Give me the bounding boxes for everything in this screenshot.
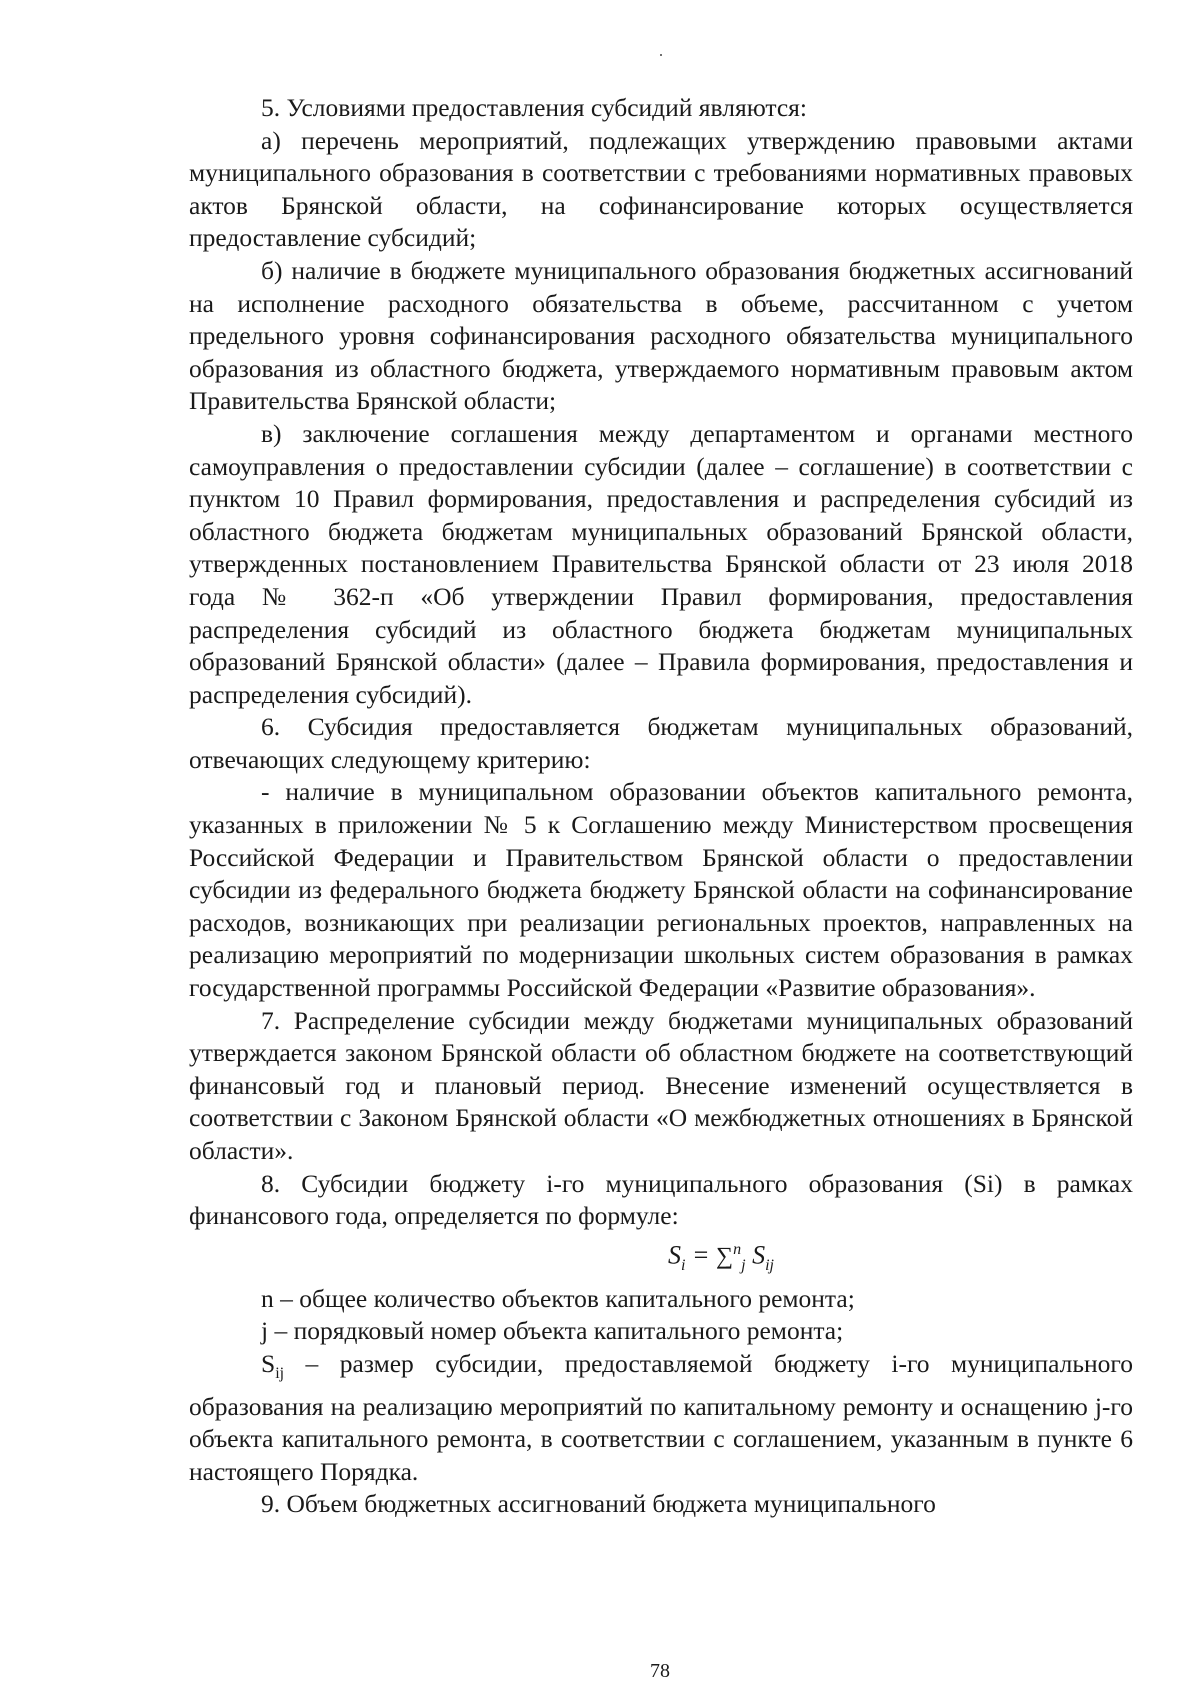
formula-sum: ∑ xyxy=(716,1243,734,1270)
paragraph-7: 7. Распределение субсидии между бюджетами муниципальных образований утверждается законом Брянской области об областном бюджете на соответствующий финансовый год и плановый период. Внесение изменений осуществляется в соответствии с Законом Брянской области «О межбюджетных отношениях в Брянской области». xyxy=(189,1005,1133,1165)
paragraph-6-criterion: - наличие в муниципальном образовании объектов капитального ремонта, указанных в приложении № 5 к Соглашению между Министерством просвещения Российской Федерации и Правительством Брянской области о предоставлении субсидии из федерального бюджета бюджету Брянской области на софинансирование расходов, возникающих при реализации региональных проектов, направленных на реализацию мероприятий по модернизации школьных систем образования в рамках государственной программы Российской Федерации «Развитие образования». xyxy=(189,777,1133,1003)
formula-rhs-sub: ij xyxy=(765,1256,774,1274)
definition-j: j – порядковый номер объекта капитального ремонта; xyxy=(261,1316,844,1346)
scan-speck xyxy=(660,54,662,56)
sij-subscript: ij xyxy=(275,1364,285,1382)
paragraph-8: 8. Субсидии бюджету i-го муниципального образования (Si) в рамках финансового года, определяется по формуле: xyxy=(189,1168,1133,1231)
subsidy-formula xyxy=(189,1233,1133,1283)
formula-rhs: S xyxy=(745,1240,766,1270)
formula-sum-sup: n xyxy=(733,1240,742,1258)
definition-n: n – общее количество объектов капитального ремонта; xyxy=(261,1283,855,1313)
paragraph-5v: в) заключение соглашения между департаментом и органами местного самоуправления о предоставлении субсидии (далее – соглашение) в соответствии с пунктом 10 Правил формирования, предоставления и распределения субсидий из областного бюджета бюджетам муниципальных образований Брянской области, утвержденных постановлением Правительства Брянской области от 23 июля 2018 года № 362-п «Об утверждении Правил формирования, предоставления распределения субсидий из областного бюджета бюджетам муниципальных образований Брянской области» (далее – Правила формирования, предоставления и распределения субсидий). xyxy=(189,418,1133,709)
paragraph-5b: б) наличие в бюджете муниципального образования бюджетных ассигнований на исполнение расходного обязательства в объеме, рассчитанном с учетом предельного уровня софинансирования расходного обязательства муниципального образования из областного бюджета, утверждаемого нормативным правовым актом Правительства Брянской области; xyxy=(189,255,1133,416)
sij-definition-text: – размер субсидии, предоставляемой бюджету i-го муниципального образования на реализацию мероприятий по капитальному ремонту и оснащению j-го объекта капитального ремонта, в соответствии с соглашением, указанным в пункте 6 настоящего Порядка. xyxy=(189,1348,1133,1486)
page-number: 78 xyxy=(650,1660,670,1682)
document-page xyxy=(189,92,1133,1521)
definition-sij xyxy=(189,1348,1133,1488)
sij-symbol: S xyxy=(261,1348,276,1378)
paragraph-5: 5. Условиями предоставления субсидий являются: xyxy=(261,93,807,122)
formula-eq: = xyxy=(685,1240,717,1270)
formula-lhs-sub: i xyxy=(681,1256,686,1274)
paragraph-5a: а) перечень мероприятий, подлежащих утверждению правовыми актами муниципального образования в соответствии с требованиями нормативных правовых актов Брянской области, на софинансирование которых осуществляется предоставление субсидий; xyxy=(189,125,1133,253)
paragraph-6: 6. Субсидия предоставляется бюджетам муниципальных образований, отвечающих следующему критерию: xyxy=(189,712,1133,774)
paragraph-9: 9. Объем бюджетных ассигнований бюджета муниципального xyxy=(261,1489,936,1519)
formula-sum-sub: j xyxy=(741,1256,746,1274)
formula-lhs: S xyxy=(668,1240,682,1270)
